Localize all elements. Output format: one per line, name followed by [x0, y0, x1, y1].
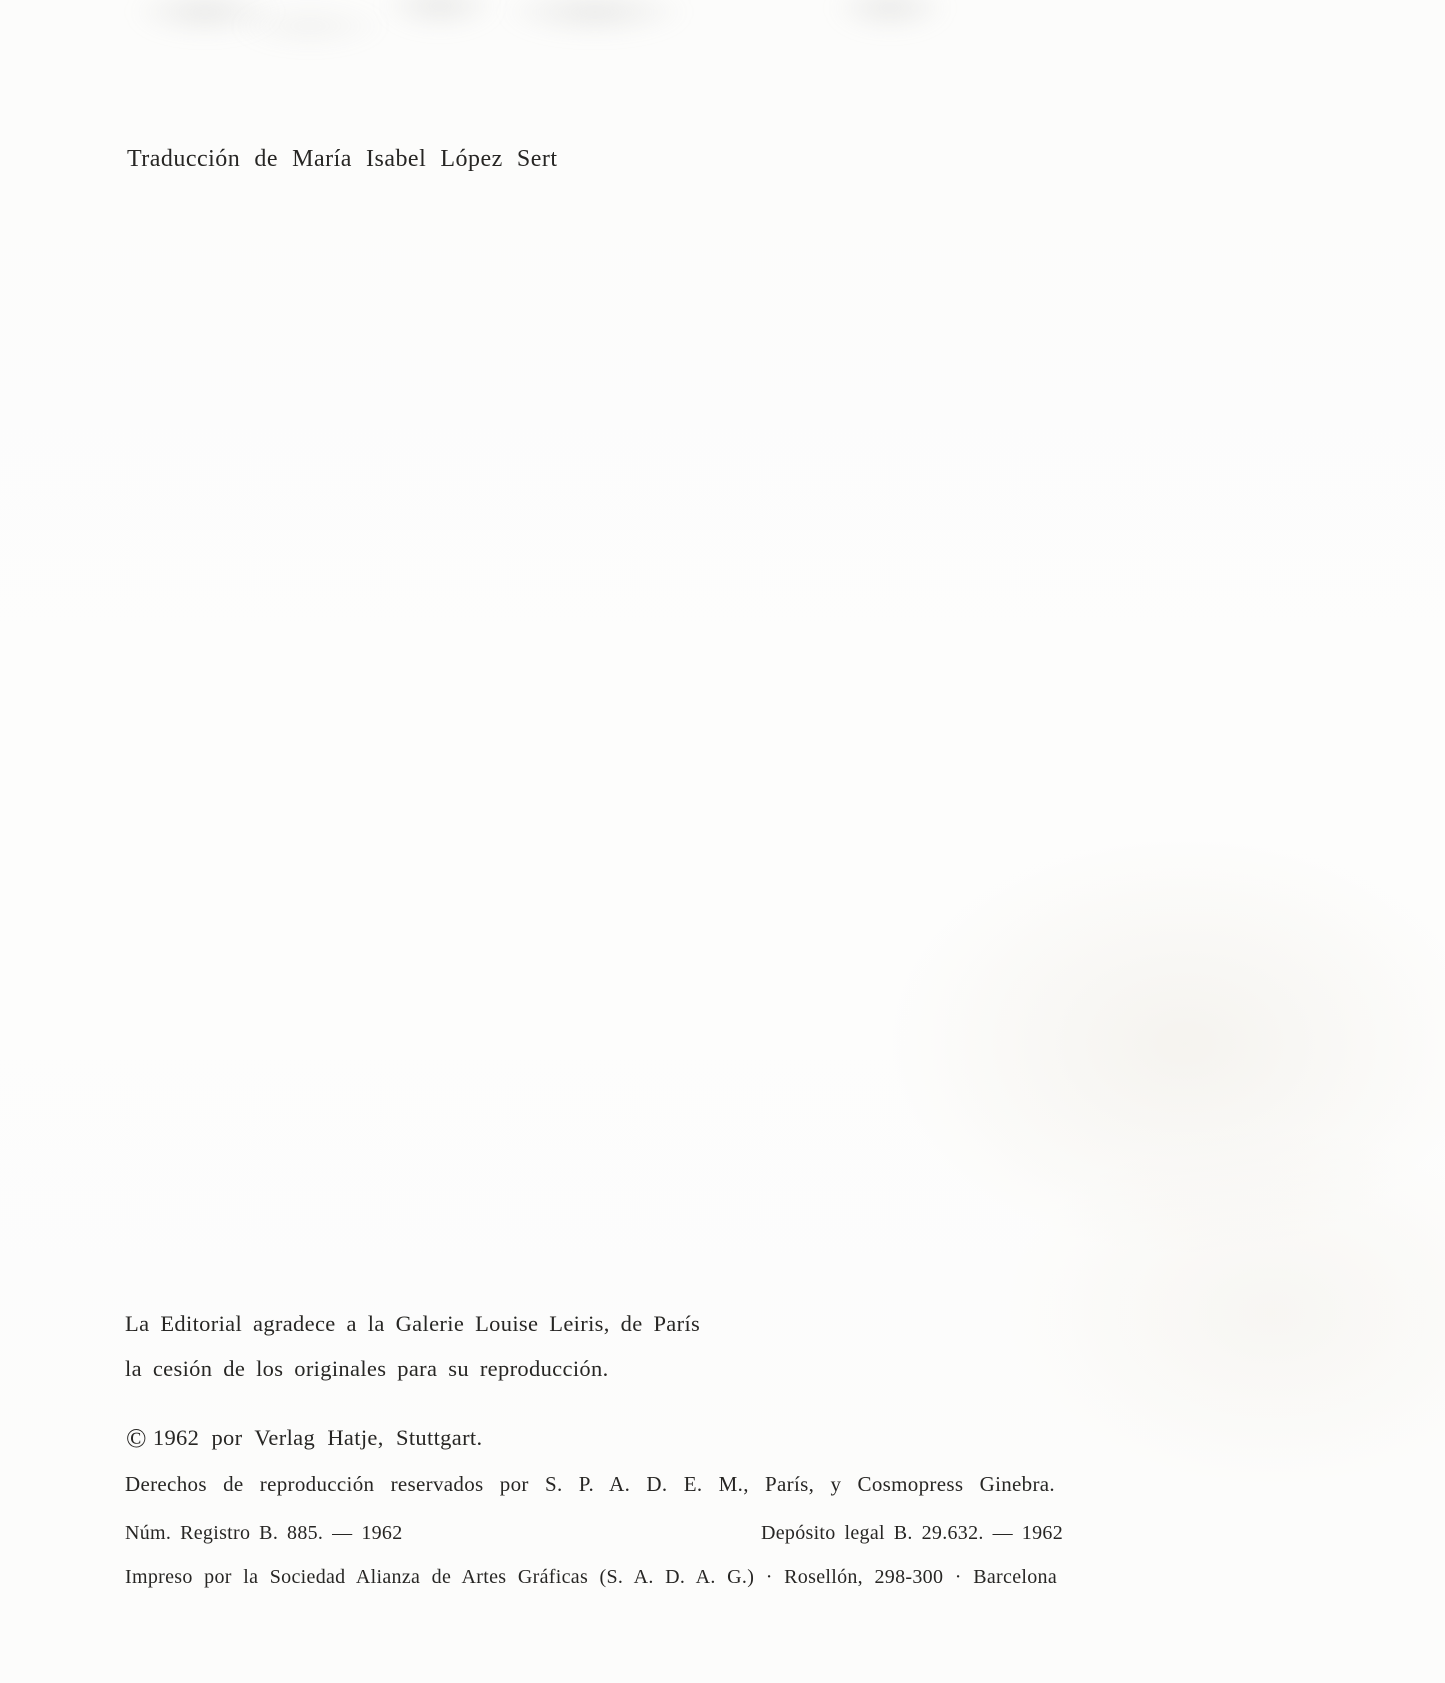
copyright-line	[126, 1423, 482, 1454]
acknowledgment-line-2: la cesión de los originales para su reproducción.	[125, 1356, 609, 1381]
registry-number: Núm. Registro B. 885. — 1962	[125, 1522, 403, 1544]
acknowledgment-block	[125, 1301, 700, 1391]
translation-credit: Traducción de María Isabel López Sert	[127, 146, 558, 172]
scan-artifact	[230, 0, 390, 52]
copyright-symbol-icon: ©	[126, 1423, 147, 1453]
reproduction-rights-line: Derechos de reproducción reservados por S. P. A. D. E. M., París, y Cosmopress Ginebra.	[125, 1472, 1055, 1496]
legal-deposit: Depósito legal B. 29.632. — 1962	[760, 1522, 1063, 1544]
registry-row	[125, 1522, 1063, 1545]
scan-artifact	[500, 0, 690, 38]
acknowledgment-line-1: La Editorial agradece a la Galerie Louise Leiris, de París	[125, 1311, 701, 1336]
scan-artifact	[130, 0, 280, 38]
printer-line: Impreso por la Sociedad Alianza de Artes Gráficas (S. A. D. A. G.) · Rosellón, 298-300 · Barcelona	[125, 1566, 1057, 1588]
scan-artifact	[380, 0, 500, 32]
scan-artifact	[830, 0, 950, 34]
copyright-text: 1962 por Verlag Hatje, Stuttgart.	[152, 1425, 483, 1450]
